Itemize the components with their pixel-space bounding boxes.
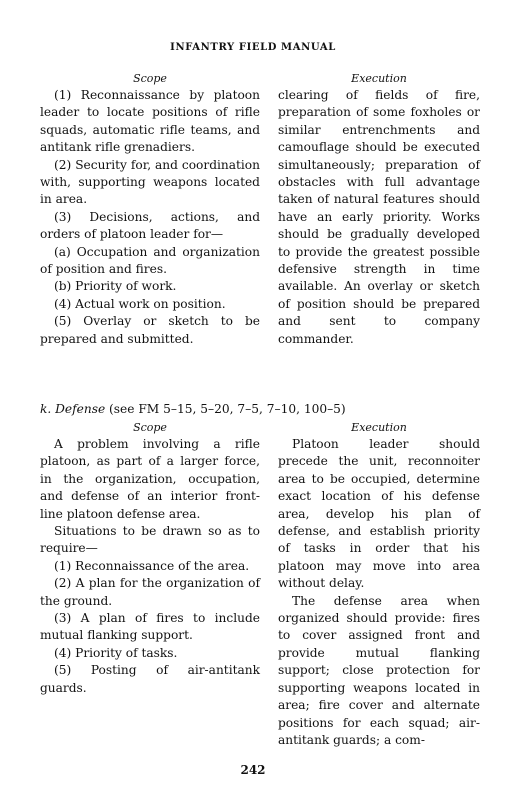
- section-k-references: (see FM 5–15, 5–20, 7–5, 7–10, 100–5): [109, 402, 346, 416]
- block2-execution-para-1: Platoon leader should precede the unit, reconnoiter area to be occupied, determine exact location of his defense area, develop his plan of defense, and establish priority of tasks in order that his platoon may move into area without delay.: [278, 437, 480, 591]
- block1-scope-para-2: (2) Security for, and coordination with, supporting weapons located in area.: [40, 157, 260, 207]
- block2-scope-para-6: (4) Priority of tasks.: [54, 645, 178, 660]
- block2-scope-heading: Scope: [133, 421, 167, 434]
- block2-scope-para-4: (2) A plan for the organization of the ground.: [40, 576, 260, 608]
- block2-scope-para-2: Situations to be drawn so as to require—: [40, 524, 260, 556]
- block2-scope-para-3: (1) Reconnaissance of the area.: [54, 558, 250, 573]
- block1-scope-para-4: (a) Occupation and organization of position and fires.: [40, 244, 260, 277]
- block1-scope-para-6: (4) Actual work on position.: [54, 296, 226, 311]
- section-k-letter: k. Defense: [40, 402, 106, 416]
- block1-scope-heading: Scope: [133, 72, 167, 85]
- block1-execution-heading: Execution: [351, 72, 407, 85]
- block1-execution-text: clearing of fields of fire, preparation of some foxholes or similar entrenchments and camouflage should be executed simultaneously; preparation of obstacles with full advantage taken of natural features should have an early priority. Works should be gradually developed to provide the greatest possible defensive strength in time available. An overlay or sketch of position should be prepared and sent to company commander.: [278, 88, 480, 346]
- block2-scope-para-1: A problem involving a rifle platoon, as part of a larger force, in the organization, occupation, and defense of an interior front-line platoon defense area.: [40, 437, 260, 521]
- block1-scope-para-1: (1) Reconnaissance by platoon leader to locate positions of rifle squads, automatic rifle teams, and antitank rifle grenadiers.: [40, 88, 260, 155]
- block2-scope-column: [40, 419, 260, 697]
- page-number: 242: [240, 763, 266, 777]
- block1-execution-column: [278, 70, 480, 348]
- block2-scope-para-5: (3) A plan of fires to include mutual flanking support.: [40, 611, 260, 643]
- running-header: INFANTRY FIELD MANUAL: [170, 42, 336, 53]
- block2-scope-para-7: (5) Posting of air-antitank guards.: [40, 663, 260, 695]
- block1-scope-para-5: (b) Priority of work.: [54, 279, 177, 294]
- block1-scope-para-3: (3) Decisions, actions, and orders of platoon leader for—: [40, 209, 260, 242]
- block1-scope-para-7: (5) Overlay or sketch to be prepared and submitted.: [40, 314, 260, 346]
- block1-scope-column: [40, 70, 260, 348]
- block2-execution-para-2: The defense area when organized should provide: fires to cover assigned front and provide mutual flanking support; close protection for supporting weapons located in area; fire cover and alternate positions for each squad; air-antitank guards; a com-: [278, 593, 480, 747]
- section-k-heading: [40, 401, 480, 418]
- block2-execution-column: [278, 419, 480, 749]
- block2-execution-heading: Execution: [351, 421, 407, 434]
